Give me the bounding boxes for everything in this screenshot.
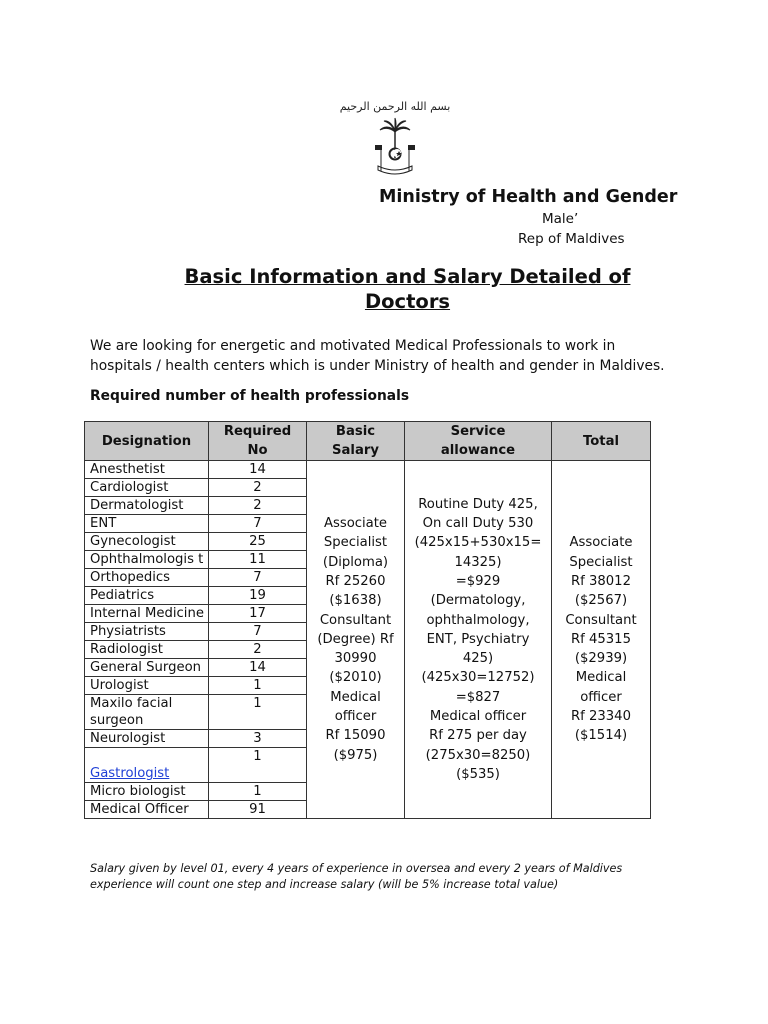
basic-salary-line: 30990 xyxy=(334,651,377,667)
header-service-allowance xyxy=(405,422,552,461)
required-cell: 3 xyxy=(209,730,307,748)
required-cell: 1 xyxy=(209,677,307,695)
service-allowance-line: =$827 xyxy=(455,689,501,705)
total-line: Specialist xyxy=(569,554,633,570)
basic-salary-cell xyxy=(307,461,405,819)
required-heading: Required number of health professionals xyxy=(90,388,410,404)
basic-salary-line: Associate xyxy=(323,516,388,532)
service-allowance-line: ENT, Psychiatry xyxy=(426,631,530,647)
basic-salary-line: Medical xyxy=(330,689,381,705)
service-allowance-line: 14325) xyxy=(454,554,502,570)
required-cell: 19 xyxy=(209,587,307,605)
basic-salary-line: Rf 25260 xyxy=(325,573,386,589)
table-row xyxy=(85,461,651,479)
ministry-name: Ministry of Health and Gender xyxy=(379,187,678,207)
designation-cell: Dermatologist xyxy=(85,497,209,515)
required-cell: 17 xyxy=(209,605,307,623)
service-allowance-line: ophthalmology, xyxy=(426,612,530,628)
header-required xyxy=(209,422,307,461)
basic-salary-line: officer xyxy=(334,709,377,725)
intro-line-2: hospitals / health centers which is under Ministry of health and gender in Maldives. xyxy=(90,358,665,374)
title-line-2: Doctors xyxy=(364,290,451,313)
basic-salary-line: ($2010) xyxy=(329,670,382,686)
city: Male’ xyxy=(542,211,579,227)
designation-cell: Neurologist xyxy=(85,730,209,748)
service-allowance-line: (425x30=12752) xyxy=(421,670,535,686)
service-allowance-line: =$929 xyxy=(455,573,501,589)
required-cell: 7 xyxy=(209,515,307,533)
total-line: Medical xyxy=(575,670,627,686)
header-basic-salary xyxy=(307,422,405,461)
total-line: Rf 23340 xyxy=(571,709,631,725)
basic-salary-line: (Degree) Rf xyxy=(317,631,394,647)
designation-cell: ENT xyxy=(85,515,209,533)
required-cell: 2 xyxy=(209,497,307,515)
service-allowance-line: Routine Duty 425, xyxy=(418,496,538,512)
header-basic-line-1: Basic xyxy=(335,424,376,439)
designation-cell: Gynecologist xyxy=(85,533,209,551)
required-cell: 25 xyxy=(209,533,307,551)
designation-cell: Internal Medicine xyxy=(85,605,209,623)
required-cell: 91 xyxy=(209,801,307,819)
required-cell: 14 xyxy=(209,461,307,479)
service-allowance-line: Rf 275 per day xyxy=(429,728,527,744)
required-cell: 2 xyxy=(209,479,307,497)
intro-line-1: We are looking for energetic and motivated Medical Professionals to work in xyxy=(90,338,616,354)
total-cell xyxy=(552,461,651,819)
basic-salary-line: Specialist xyxy=(323,535,388,551)
total-line: Rf 38012 xyxy=(571,573,631,589)
designation-cell: Micro biologist xyxy=(85,783,209,801)
designation-cell: Maxilo facial surgeon xyxy=(85,695,209,730)
required-cell: 1 xyxy=(209,748,307,783)
designation-cell: Ophthalmologis t xyxy=(85,551,209,569)
designation-cell: General Surgeon xyxy=(85,659,209,677)
basic-salary-line: Rf 15090 xyxy=(325,728,386,744)
country: Rep of Maldives xyxy=(518,231,625,247)
total-line: ($2567) xyxy=(574,593,628,609)
required-cell: 11 xyxy=(209,551,307,569)
total-line: officer xyxy=(580,689,622,705)
footnote-line-2: experience will count one step and increase salary (will be 5% increase total value) xyxy=(90,878,559,891)
title-line-1: Basic Information and Salary Detailed of xyxy=(184,265,631,288)
service-allowance-cell xyxy=(405,461,552,819)
required-cell: 7 xyxy=(209,623,307,641)
service-allowance-line: 425) xyxy=(462,651,494,667)
basic-salary-line: ($1638) xyxy=(329,593,382,609)
required-cell: 1 xyxy=(209,695,307,730)
intro-paragraph xyxy=(90,336,690,376)
header-designation: Designation xyxy=(85,422,209,461)
maldives-emblem xyxy=(339,96,451,176)
basic-salary-line: ($975) xyxy=(333,747,378,763)
total-line: Rf 45315 xyxy=(571,631,631,647)
designation-cell: Cardiologist xyxy=(85,479,209,497)
designation-cell: Physiatrists xyxy=(85,623,209,641)
header-total: Total xyxy=(552,422,651,461)
required-cell: 2 xyxy=(209,641,307,659)
designation-cell xyxy=(85,748,209,783)
designation-cell: Medical Officer xyxy=(85,801,209,819)
table-header-row xyxy=(85,422,651,461)
salary-table xyxy=(84,421,651,819)
designation-cell: Orthopedics xyxy=(85,569,209,587)
service-allowance-line: On call Duty 530 xyxy=(422,516,534,532)
required-cell: 7 xyxy=(209,569,307,587)
gastrologist-link[interactable]: Gastrologist xyxy=(90,766,170,781)
total-line: ($2939) xyxy=(574,651,628,667)
required-cell: 14 xyxy=(209,659,307,677)
header-service-line-2: allowance xyxy=(440,443,516,458)
total-line: Consultant xyxy=(565,612,637,628)
service-allowance-line: (275x30=8250) xyxy=(425,747,531,763)
service-allowance-line: Medical officer xyxy=(429,709,527,725)
footnote-line-1: Salary given by level 01, every 4 years of experience in oversea and every 2 years of Maldives xyxy=(90,862,623,875)
designation-cell: Anesthetist xyxy=(85,461,209,479)
header-basic-line-2: Salary xyxy=(332,443,379,458)
service-allowance-line: (425x15+530x15= xyxy=(414,535,542,551)
header-required-line-2: No xyxy=(247,443,268,458)
designation-cell: Radiologist xyxy=(85,641,209,659)
header-required-line-1: Required xyxy=(223,424,292,439)
service-allowance-line: ($535) xyxy=(456,766,500,782)
total-line: ($1514) xyxy=(574,728,628,744)
total-line: Associate xyxy=(569,535,633,551)
header-service-line-1: Service xyxy=(450,424,506,439)
salary-footnote xyxy=(90,861,650,893)
service-allowance-line: (Dermatology, xyxy=(430,593,526,609)
basic-salary-line: Consultant xyxy=(319,612,392,628)
required-cell: 1 xyxy=(209,783,307,801)
designation-cell: Urologist xyxy=(85,677,209,695)
document-title xyxy=(170,264,645,314)
basic-salary-line: (Diploma) xyxy=(322,554,389,570)
bismillah-calligraphy: بسم الله الرحمن الرحيم xyxy=(339,100,451,113)
designation-cell: Pediatrics xyxy=(85,587,209,605)
